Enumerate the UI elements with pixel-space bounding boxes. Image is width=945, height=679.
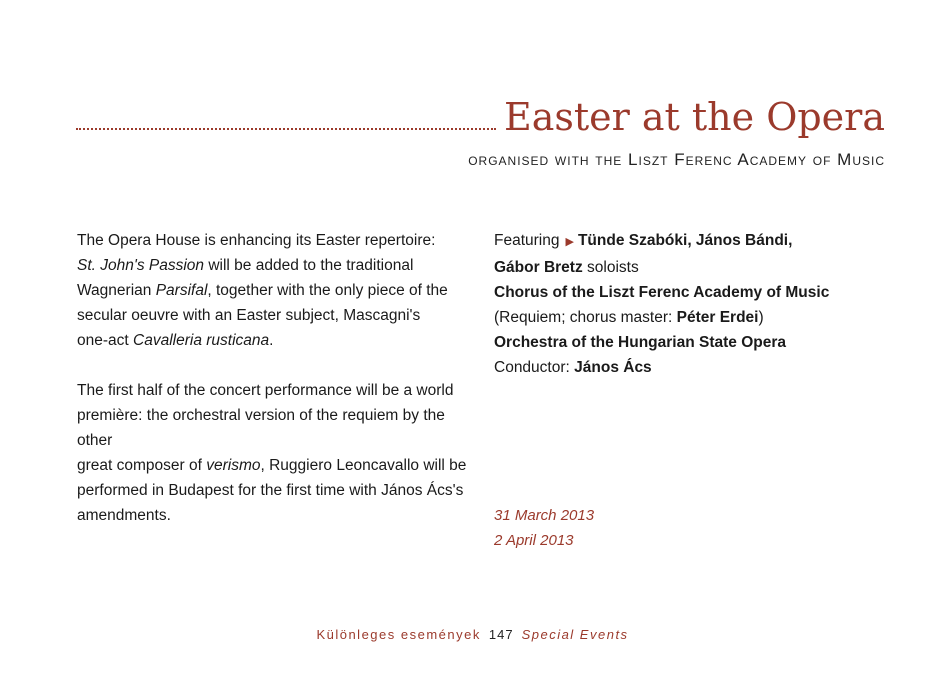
soloists-names: Tünde Szabóki, János Bándi,: [577, 232, 793, 249]
work-title: Parsifal: [155, 282, 208, 299]
text: première: the orchestral version of the requiem by the other: [77, 407, 445, 449]
dotted-rule: [76, 128, 496, 130]
credits-column: [494, 228, 894, 380]
page-footer: [0, 627, 945, 642]
chorus-note: (Requiem; chorus master:: [494, 309, 677, 326]
featuring-label: Featuring: [494, 232, 560, 249]
description-paragraph-1: [77, 228, 472, 353]
page-title: Easter at the Opera: [503, 95, 885, 139]
work-title: St. John's Passion: [77, 257, 205, 274]
text: great composer of: [77, 457, 207, 474]
text: one-act: [77, 332, 134, 349]
date-1: 31 March 2013: [494, 507, 595, 524]
text: The first half of the concert performance will be a world: [77, 382, 454, 399]
chorus-master-name: Péter Erdei: [676, 309, 759, 326]
chorus-note-end: ): [758, 309, 764, 326]
page-subtitle: organised with the Liszt Ferenc Academy of Music: [468, 150, 885, 169]
description-paragraph-2: [77, 378, 472, 528]
page-number: 147: [488, 627, 514, 642]
footer-section-hu: Különleges események: [316, 627, 481, 642]
conductor-label: Conductor:: [494, 359, 575, 376]
footer-section-en: Special Events: [521, 627, 629, 642]
soloist-name: Gábor Bretz: [494, 259, 583, 276]
text: amendments.: [77, 507, 171, 524]
triangle-right-icon: ▶: [565, 236, 574, 248]
text: secular oeuvre with an Easter subject, Mascagni's: [77, 307, 421, 324]
text: Wagnerian: [77, 282, 156, 299]
text: .: [269, 332, 274, 349]
text: will be added to the traditional: [204, 257, 414, 274]
chorus-name: Chorus of the Liszt Ferenc Academy of Music: [494, 284, 830, 301]
title-row: [76, 88, 885, 139]
conductor-name: János Ács: [574, 359, 652, 376]
text: , Ruggiero Leoncavallo will be: [260, 457, 467, 474]
orchestra-name: Orchestra of the Hungarian State Opera: [494, 334, 786, 351]
genre-term: verismo: [206, 457, 261, 474]
soloists-label: soloists: [582, 259, 639, 276]
text: performed in Budapest for the first time with János Ács's: [77, 482, 464, 499]
text: The Opera House is enhancing its Easter repertoire:: [77, 232, 436, 249]
description-column: [77, 228, 472, 553]
work-title: Cavalleria rusticana: [133, 332, 270, 349]
text: , together with the only piece of the: [207, 282, 448, 299]
date-2: 2 April 2013: [494, 532, 574, 549]
performance-dates: [494, 503, 594, 553]
